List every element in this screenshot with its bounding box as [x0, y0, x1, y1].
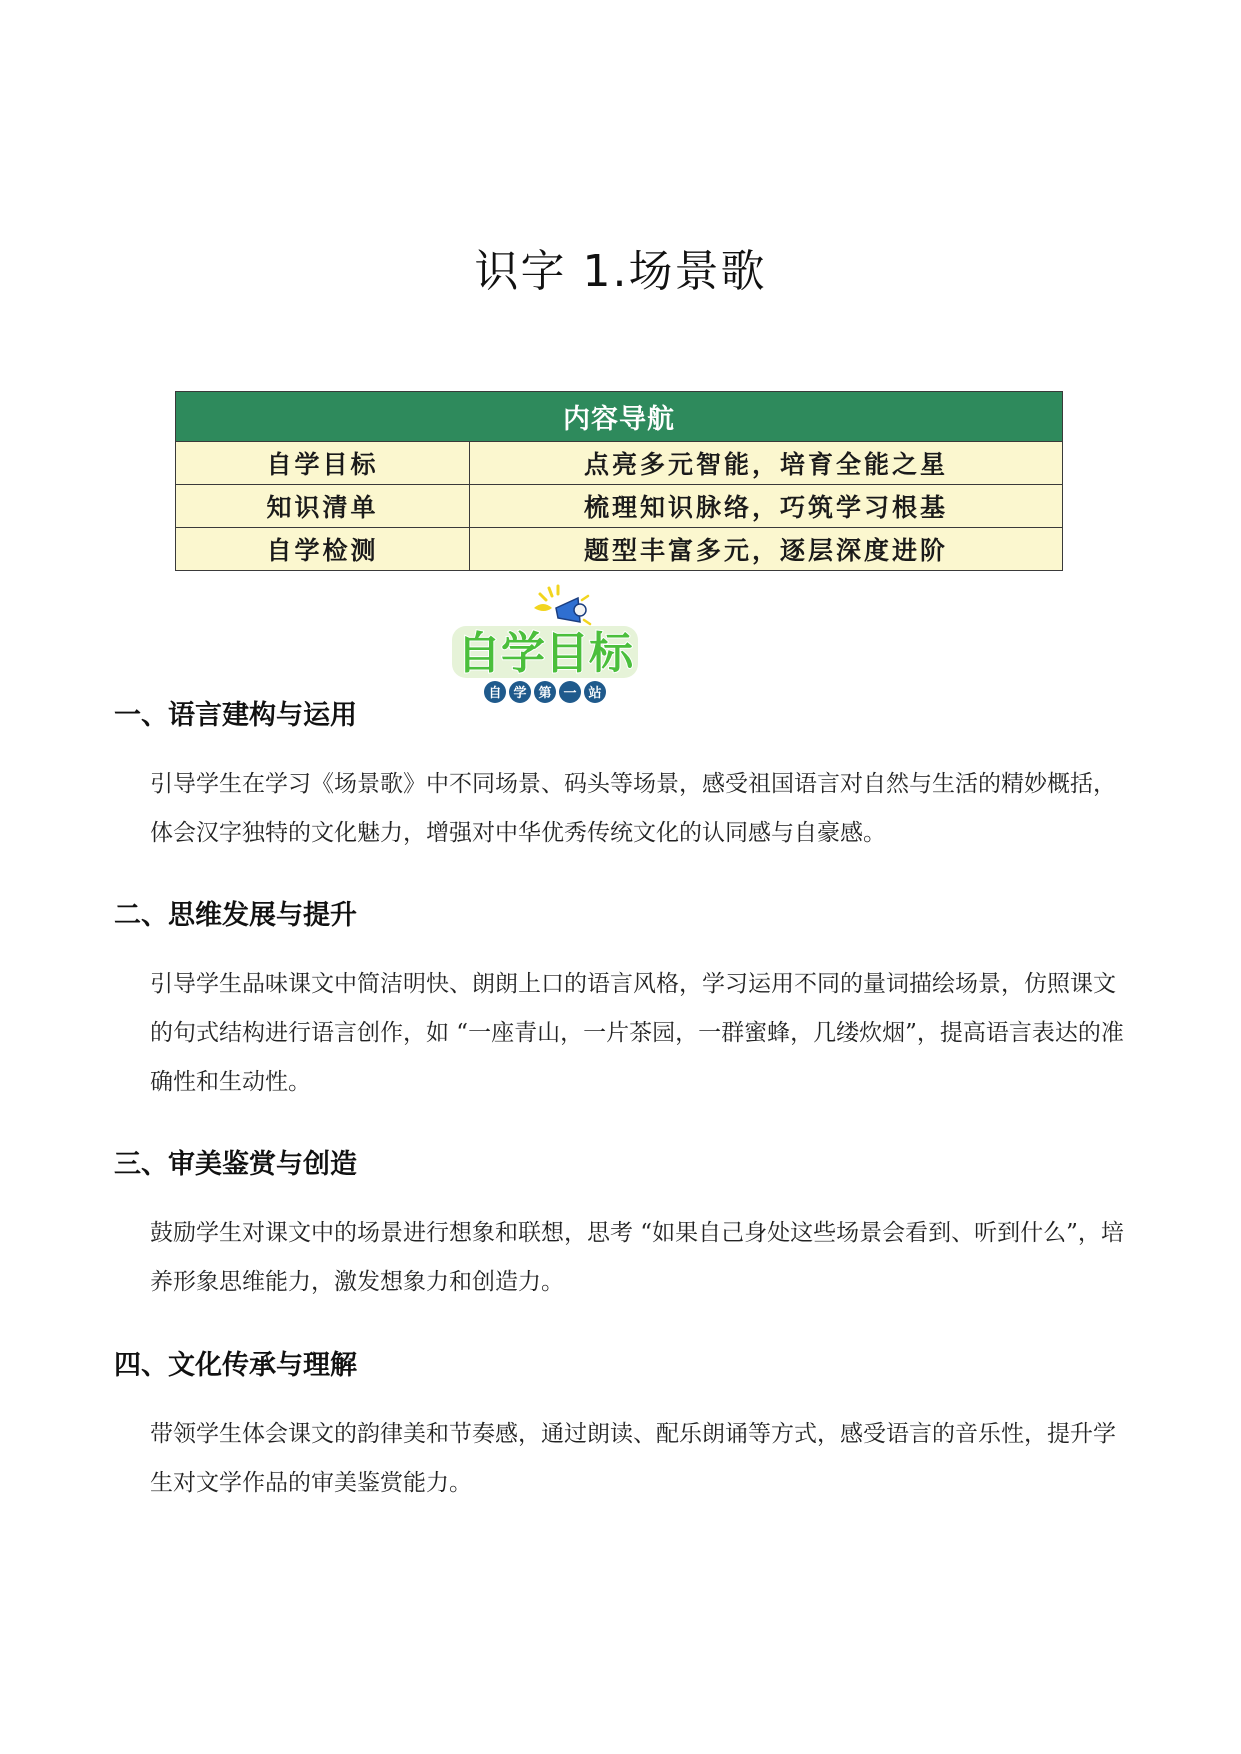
content-nav-table: [175, 391, 1063, 571]
megaphone-icon: [534, 586, 590, 624]
nav-row-name: 知识清单: [176, 485, 470, 528]
nav-row: [176, 528, 1063, 571]
nav-row-name: 自学检测: [176, 528, 470, 571]
nav-row: [176, 485, 1063, 528]
section-body: 引导学生品味课文中简洁明快、朗朗上口的语言风格，学习运用不同的量词描绘场景，仿照课文的句式结构进行语言创作，如 “一座青山，一片茶园，一群蜜蜂，几缕炊烟”，提高语言表达的准确性和生动性。: [150, 971, 1124, 1095]
section-heading: 四、文化传承与理解: [114, 1350, 357, 1381]
section-heading: 三、审美鉴赏与创造: [114, 1149, 357, 1180]
section-body: 引导学生在学习《场景歌》中不同场景、码头等场景，感受祖国语言对自然与生活的精妙概括，体会汉字独特的文化魅力，增强对中华优秀传统文化的认同感与自豪感。: [150, 771, 1116, 846]
section-heading: 二、思维发展与提升: [114, 900, 357, 931]
page-title: 识字 1.场景歌: [474, 246, 767, 298]
badge-sub-circles: [484, 681, 606, 703]
section-body: 带领学生体会课文的韵律美和节奏感，通过朗读、配乐朗诵等方式，感受语言的音乐性，提升学生对文学作品的审美鉴赏能力。: [150, 1421, 1116, 1496]
nav-row-desc: 题型丰富多元，逐层深度进阶: [470, 528, 1063, 571]
nav-row-desc: 点亮多元智能，培育全能之星: [470, 442, 1063, 485]
badge-sub-char: 自: [488, 686, 502, 701]
nav-header-row: [176, 392, 1063, 442]
section-body: 鼓励学生对课文中的场景进行想象和联想，思考 “如果自己身处这些场景会看到、听到什么”，培养形象思维能力，激发想象力和创造力。: [150, 1220, 1124, 1295]
section-heading: 一、语言建构与运用: [114, 700, 357, 731]
badge-sub-char: 一: [563, 686, 577, 701]
nav-header: 内容导航: [176, 392, 1063, 442]
badge-main-text: 自学目标: [457, 628, 633, 679]
nav-row-name: 自学目标: [176, 442, 470, 485]
nav-row-desc: 梳理知识脉络，巧筑学习根基: [470, 485, 1063, 528]
badge-sub-char: 第: [538, 686, 552, 701]
badge-sub-char: 站: [588, 686, 602, 701]
badge-sub-char: 学: [513, 686, 527, 701]
nav-row: [176, 442, 1063, 485]
self-study-goal-badge: [448, 578, 643, 706]
